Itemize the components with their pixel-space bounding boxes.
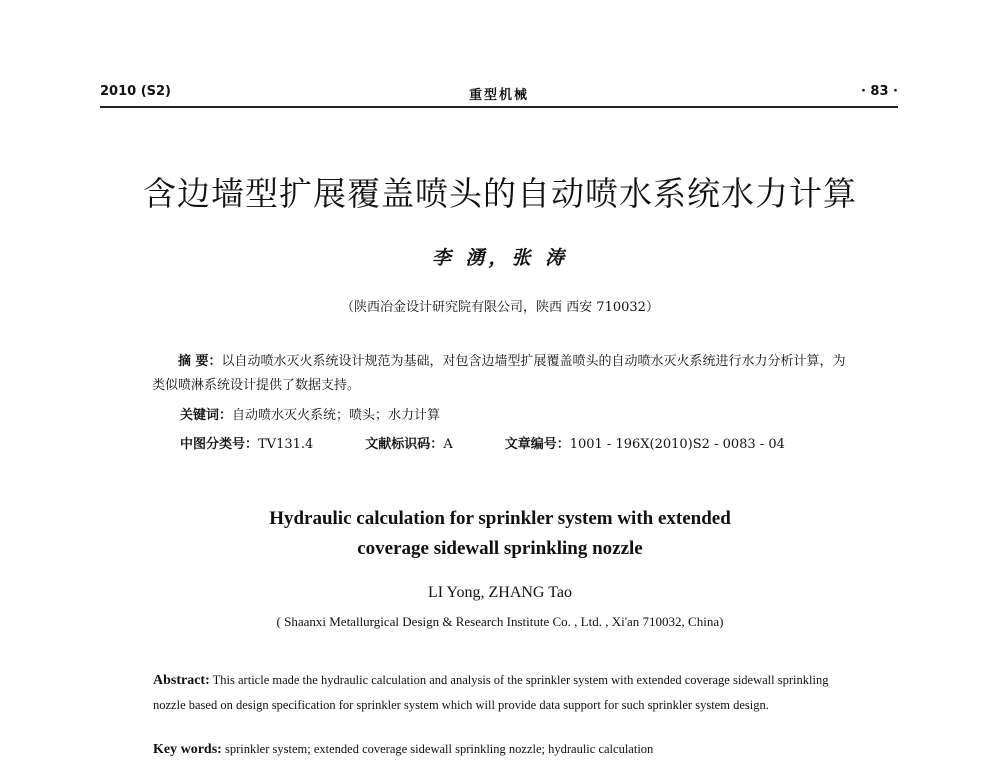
chinese-abstract-label: 摘 要： bbox=[178, 354, 222, 369]
clc-label: 中图分类号： bbox=[180, 437, 259, 452]
english-keywords-text: sprinkler system; extended coverage sidewall sprinkling nozzle; hydraulic calculation bbox=[221, 742, 654, 756]
chinese-affiliation: （陕西冶金设计研究院有限公司，陕西 西安 710032） bbox=[341, 300, 659, 315]
document-code bbox=[365, 433, 452, 452]
chinese-abstract bbox=[152, 350, 857, 398]
english-title-line-1: Hydraulic calculation for sprinkler system with extended bbox=[269, 508, 731, 529]
article-no-label: 文章编号： bbox=[504, 437, 570, 452]
issue-label: 2010 (S2) bbox=[100, 84, 171, 99]
english-affiliation: ( Shaanxi Metallurgical Design & Research Institute Co. , Ltd. , Xi'an 710032, China) bbox=[276, 614, 724, 629]
clc-value: TV131.4 bbox=[258, 437, 314, 452]
article-no-value: 1001 - 196X(2010)S2 - 0083 - 04 bbox=[569, 437, 785, 452]
classification-line bbox=[180, 433, 785, 452]
doc-code-label: 文献标识码： bbox=[365, 437, 444, 452]
english-authors: LI Yong, ZHANG Tao bbox=[428, 584, 572, 601]
chinese-keywords-text: 自动喷水灭火系统；喷头；水力计算 bbox=[232, 408, 441, 423]
page-number: · 83 · bbox=[860, 84, 898, 99]
chinese-authors: 李 湧，张 涛 bbox=[431, 247, 569, 269]
article-number bbox=[505, 433, 785, 452]
english-title bbox=[0, 504, 1000, 564]
english-abstract-label: Abstract: bbox=[153, 673, 210, 688]
chinese-keywords bbox=[180, 404, 440, 423]
journal-name: 重型机械 bbox=[468, 88, 529, 103]
english-keywords-label: Key words: bbox=[153, 742, 222, 757]
english-abstract bbox=[153, 668, 853, 717]
english-abstract-text: This article made the hydraulic calculation and analysis of the sprinkler system with extended coverage sidewall sprinkling nozzle based on design specification for sprinkler system which will provide data support for such sprinkler system design. bbox=[153, 673, 829, 712]
clc-number bbox=[180, 433, 313, 452]
chinese-title: 含边墙型扩展覆盖喷头的自动喷水系统水力计算 bbox=[143, 174, 857, 213]
english-keywords bbox=[153, 742, 653, 758]
chinese-keywords-label: 关键词： bbox=[180, 408, 233, 423]
english-title-line-2: coverage sidewall sprinkling nozzle bbox=[357, 538, 643, 559]
running-header bbox=[100, 82, 898, 108]
chinese-abstract-text: 以自动喷水灭火系统设计规范为基础，对包含边墙型扩展覆盖喷头的自动喷水灭火系统进行水力分析计算，为类似喷淋系统设计提供了数据支持。 bbox=[152, 354, 846, 393]
doc-code-value: A bbox=[443, 437, 453, 452]
